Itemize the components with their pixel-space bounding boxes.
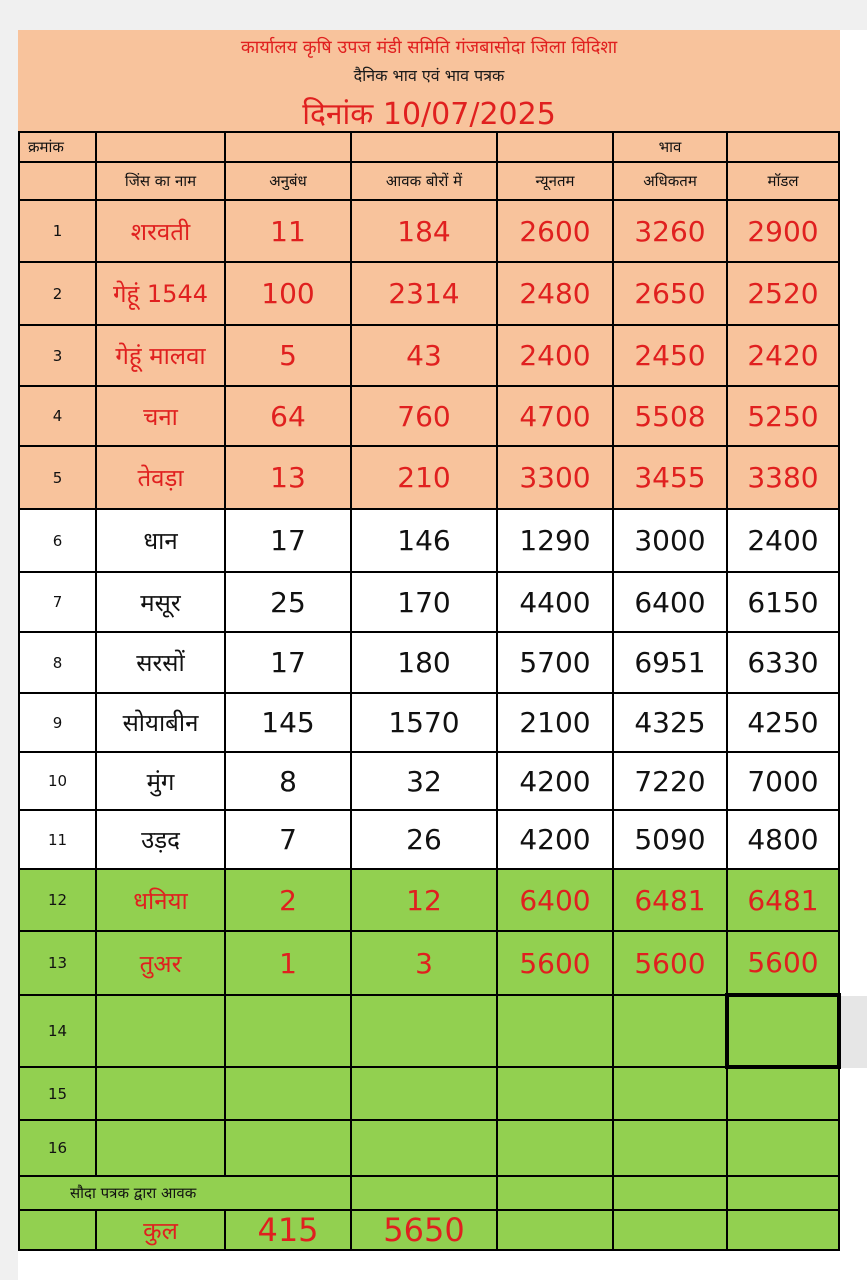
footer-label-row — [19, 1176, 839, 1210]
max-cell: 7220 — [613, 752, 727, 810]
empty-cell — [351, 1120, 497, 1176]
empty-cell — [351, 1067, 497, 1120]
contract-cell: 13 — [225, 446, 351, 509]
serial-cell: 16 — [19, 1120, 96, 1176]
max-cell: 3260 — [613, 200, 727, 262]
col-name-header: जिंस का नाम — [96, 162, 225, 200]
empty-cell — [727, 1176, 839, 1210]
arrival-cell: 170 — [351, 572, 497, 632]
min-cell: 1290 — [497, 509, 613, 572]
contract-cell: 8 — [225, 752, 351, 810]
col-arrival-header: आवक बोरों में — [351, 162, 497, 200]
min-cell: 4200 — [497, 752, 613, 810]
col-contract-header: अनुबंध — [225, 162, 351, 200]
header-cell — [225, 132, 351, 162]
table-row — [19, 632, 839, 693]
min-cell: 4400 — [497, 572, 613, 632]
serial-cell: 11 — [19, 810, 96, 869]
contract-cell: 64 — [225, 386, 351, 446]
header-cell — [497, 132, 613, 162]
empty-row — [19, 1067, 839, 1120]
contract-cell: 11 — [225, 200, 351, 262]
contract-cell: 1 — [225, 931, 351, 995]
contract-cell: 100 — [225, 262, 351, 325]
col-serial-header: क्रमांक — [19, 132, 96, 162]
max-cell: 6400 — [613, 572, 727, 632]
table-row — [19, 446, 839, 509]
empty-cell — [613, 1120, 727, 1176]
modal-cell: 4250 — [727, 693, 839, 752]
serial-cell: 9 — [19, 693, 96, 752]
report-date: दिनांक 10/07/2025 — [302, 97, 556, 132]
commodity-name-cell: शरवती — [96, 200, 225, 262]
min-cell: 4700 — [497, 386, 613, 446]
contract-cell: 17 — [225, 632, 351, 693]
serial-cell: 3 — [19, 325, 96, 386]
table-row — [19, 262, 839, 325]
table-row — [19, 931, 839, 995]
col-min-header: न्यूनतम — [497, 162, 613, 200]
empty-cell — [19, 1210, 96, 1250]
empty-cell — [497, 995, 613, 1067]
commodity-name-cell: चना — [96, 386, 225, 446]
table-row — [19, 386, 839, 446]
serial-cell: 14 — [19, 995, 96, 1067]
min-cell: 3300 — [497, 446, 613, 509]
max-cell: 2650 — [613, 262, 727, 325]
header-cell — [727, 132, 839, 162]
modal-cell: 5250 — [727, 386, 839, 446]
header-cell — [96, 132, 225, 162]
empty-cell — [96, 1067, 225, 1120]
table-row — [19, 810, 839, 869]
min-cell: 5700 — [497, 632, 613, 693]
table-row — [19, 693, 839, 752]
contract-cell: 7 — [225, 810, 351, 869]
arrival-cell: 26 — [351, 810, 497, 869]
min-cell: 2400 — [497, 325, 613, 386]
header-cell — [19, 162, 96, 200]
table-row — [19, 572, 839, 632]
modal-cell: 4800 — [727, 810, 839, 869]
modal-cell: 2900 — [727, 200, 839, 262]
footer-label: सौदा पत्रक द्वारा आवक — [19, 1176, 351, 1210]
office-title: कार्यालय कृषि उपज मंडी समिति गंजबासोदा जिला विदिशा — [240, 37, 618, 58]
modal-cell: 2520 — [727, 262, 839, 325]
contract-cell: 2 — [225, 869, 351, 931]
commodity-name-cell: धनिया — [96, 869, 225, 931]
serial-cell: 1 — [19, 200, 96, 262]
empty-cell — [351, 995, 497, 1067]
table-row — [19, 200, 839, 262]
report-subtitle: दैनिक भाव एवं भाव पत्रक — [353, 66, 505, 85]
commodity-name-cell: सरसों — [96, 632, 225, 693]
commodity-name-cell: धान — [96, 509, 225, 572]
arrival-cell: 184 — [351, 200, 497, 262]
contract-cell: 25 — [225, 572, 351, 632]
empty-cell — [613, 1176, 727, 1210]
max-cell: 5508 — [613, 386, 727, 446]
empty-cell — [613, 1067, 727, 1120]
max-cell: 3000 — [613, 509, 727, 572]
modal-cell: 5600 — [727, 931, 839, 995]
col-modal-header: मॉडल — [727, 162, 839, 200]
col-price-group-header: भाव — [613, 132, 727, 162]
serial-cell: 15 — [19, 1067, 96, 1120]
arrival-cell: 2314 — [351, 262, 497, 325]
modal-cell: 3380 — [727, 446, 839, 509]
empty-cell — [497, 1067, 613, 1120]
adjacent-cell-strip — [838, 996, 867, 1068]
contract-cell: 5 — [225, 325, 351, 386]
total-arrival: 5650 — [351, 1210, 497, 1250]
max-cell: 3455 — [613, 446, 727, 509]
commodity-name-cell: गेहूं 1544 — [96, 262, 225, 325]
modal-cell: 7000 — [727, 752, 839, 810]
arrival-cell: 180 — [351, 632, 497, 693]
selected-cell[interactable] — [727, 995, 839, 1067]
serial-cell: 6 — [19, 509, 96, 572]
arrival-cell: 146 — [351, 509, 497, 572]
modal-cell: 6150 — [727, 572, 839, 632]
empty-cell — [96, 995, 225, 1067]
arrival-cell: 760 — [351, 386, 497, 446]
contract-cell: 145 — [225, 693, 351, 752]
empty-cell — [225, 1120, 351, 1176]
price-table — [18, 131, 841, 1251]
empty-cell — [727, 1120, 839, 1176]
min-cell: 5600 — [497, 931, 613, 995]
header-cell — [351, 132, 497, 162]
commodity-name-cell: गेहूं मालवा — [96, 325, 225, 386]
max-cell: 5090 — [613, 810, 727, 869]
min-cell: 2600 — [497, 200, 613, 262]
total-contract: 415 — [225, 1210, 351, 1250]
empty-cell — [613, 1210, 727, 1250]
report-header — [18, 30, 840, 131]
serial-cell: 12 — [19, 869, 96, 931]
serial-cell: 2 — [19, 262, 96, 325]
arrival-cell: 3 — [351, 931, 497, 995]
commodity-name-cell: तुअर — [96, 931, 225, 995]
header-row-2 — [19, 162, 839, 200]
max-cell: 6481 — [613, 869, 727, 931]
modal-cell: 6330 — [727, 632, 839, 693]
empty-cell — [497, 1210, 613, 1250]
commodity-name-cell: सोयाबीन — [96, 693, 225, 752]
table-row — [19, 509, 839, 572]
contract-cell: 17 — [225, 509, 351, 572]
empty-cell — [96, 1120, 225, 1176]
empty-cell — [497, 1120, 613, 1176]
arrival-cell: 32 — [351, 752, 497, 810]
arrival-cell: 1570 — [351, 693, 497, 752]
max-cell: 5600 — [613, 931, 727, 995]
max-cell: 2450 — [613, 325, 727, 386]
modal-cell: 2420 — [727, 325, 839, 386]
serial-cell: 4 — [19, 386, 96, 446]
empty-cell — [727, 1210, 839, 1250]
header-row-1 — [19, 132, 839, 162]
table-row — [19, 869, 839, 931]
modal-cell: 6481 — [727, 869, 839, 931]
commodity-name-cell: उड़द — [96, 810, 225, 869]
serial-cell: 7 — [19, 572, 96, 632]
serial-cell: 5 — [19, 446, 96, 509]
arrival-cell: 210 — [351, 446, 497, 509]
commodity-name-cell: मुंग — [96, 752, 225, 810]
min-cell: 4200 — [497, 810, 613, 869]
empty-cell — [225, 1067, 351, 1120]
empty-cell — [351, 1176, 497, 1210]
min-cell: 2480 — [497, 262, 613, 325]
serial-cell: 10 — [19, 752, 96, 810]
serial-cell: 8 — [19, 632, 96, 693]
empty-row — [19, 995, 839, 1067]
total-row — [19, 1210, 839, 1250]
modal-cell: 2400 — [727, 509, 839, 572]
empty-cell — [497, 1176, 613, 1210]
table-row — [19, 325, 839, 386]
max-cell: 4325 — [613, 693, 727, 752]
serial-cell: 13 — [19, 931, 96, 995]
commodity-name-cell: तेवड़ा — [96, 446, 225, 509]
empty-cell — [613, 995, 727, 1067]
max-cell: 6951 — [613, 632, 727, 693]
arrival-cell: 43 — [351, 325, 497, 386]
col-max-header: अधिकतम — [613, 162, 727, 200]
total-label: कुल — [96, 1210, 225, 1250]
table-row — [19, 752, 839, 810]
empty-cell — [727, 1067, 839, 1120]
min-cell: 2100 — [497, 693, 613, 752]
min-cell: 6400 — [497, 869, 613, 931]
commodity-name-cell: मसूर — [96, 572, 225, 632]
empty-cell — [225, 995, 351, 1067]
empty-row — [19, 1120, 839, 1176]
arrival-cell: 12 — [351, 869, 497, 931]
